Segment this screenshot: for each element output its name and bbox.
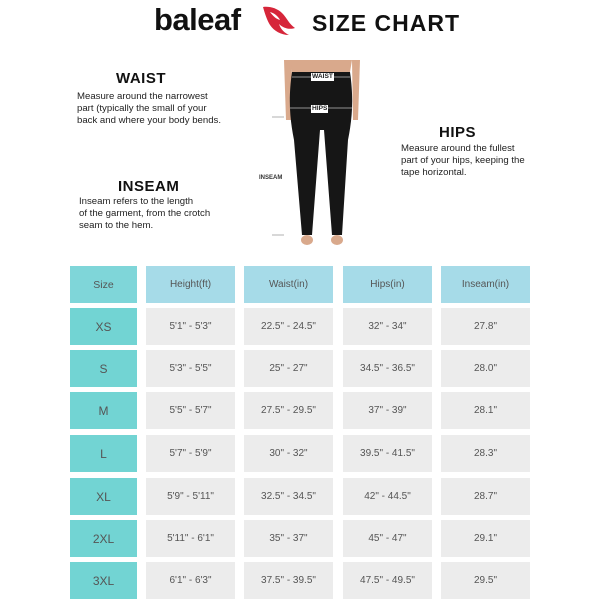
- waist-desc-line: part (typically the small of your: [77, 103, 207, 115]
- cell-inseam: 28.3": [441, 435, 530, 472]
- inseam-desc-line: seam to the hem.: [79, 220, 154, 232]
- header-size: Size: [70, 266, 137, 303]
- inseam-description: [79, 196, 239, 233]
- inseam-heading: INSEAM: [118, 178, 180, 195]
- header-waist: Waist(in): [244, 266, 333, 303]
- hips-description: [401, 143, 541, 180]
- figure-hips-label: HIPS: [312, 105, 328, 112]
- cell-inseam: 27.8": [441, 308, 530, 345]
- cell-hips: 32" - 34": [343, 308, 432, 345]
- cell-waist: 25" - 27": [244, 350, 333, 387]
- cell-size: XL: [70, 478, 137, 515]
- cell-waist: 22.5" - 24.5": [244, 308, 333, 345]
- cell-height: 5'9" - 5'11": [146, 478, 235, 515]
- header-height: Height(ft): [146, 266, 235, 303]
- cell-inseam: 29.1": [441, 520, 530, 557]
- cell-height: 5'7" - 5'9": [146, 435, 235, 472]
- brand-name: baleaf: [154, 2, 241, 37]
- figure-waist-label: WAIST: [312, 73, 333, 80]
- cell-hips: 42" - 44.5": [343, 478, 432, 515]
- header-hips: Hips(in): [343, 266, 432, 303]
- waist-description: [77, 91, 247, 128]
- cell-height: 5'11" - 6'1": [146, 520, 235, 557]
- figure-inseam-label: INSEAM: [259, 175, 283, 181]
- cell-hips: 45" - 47": [343, 520, 432, 557]
- cell-waist: 37.5" - 39.5": [244, 562, 333, 599]
- cell-hips: 37" - 39": [343, 392, 432, 429]
- hips-desc-line: Measure around the fullest: [401, 143, 515, 154]
- header-inseam: Inseam(in): [441, 266, 530, 303]
- cell-waist: 35" - 37": [244, 520, 333, 557]
- inseam-desc-line: of the garment, from the crotch: [79, 208, 211, 220]
- cell-inseam: 28.7": [441, 478, 530, 515]
- hips-desc-line: part of your hips, keeping the: [401, 155, 525, 167]
- cell-inseam: 28.1": [441, 392, 530, 429]
- cell-waist: 32.5" - 34.5": [244, 478, 333, 515]
- waist-desc-line: Measure around the narrowest: [77, 91, 208, 102]
- cell-hips: 34.5" - 36.5": [343, 350, 432, 387]
- cell-size: 2XL: [70, 520, 137, 557]
- hips-heading: HIPS: [439, 124, 477, 141]
- cell-height: 5'5" - 5'7": [146, 392, 235, 429]
- page-title: SIZE CHART: [312, 10, 460, 36]
- cell-height: 5'1" - 5'3": [146, 308, 235, 345]
- cell-size: M: [70, 392, 137, 429]
- cell-size: XS: [70, 308, 137, 345]
- model-figure-image: [272, 60, 372, 260]
- cell-height: 5'3" - 5'5": [146, 350, 235, 387]
- cell-inseam: 29.5": [441, 562, 530, 599]
- cell-waist: 30" - 32": [244, 435, 333, 472]
- cell-size: L: [70, 435, 137, 472]
- hips-desc-line: tape horizontal.: [401, 167, 467, 179]
- cell-waist: 27.5" - 29.5": [244, 392, 333, 429]
- waist-heading: WAIST: [116, 70, 166, 87]
- cell-size: 3XL: [70, 562, 137, 599]
- cell-inseam: 28.0": [441, 350, 530, 387]
- cell-height: 6'1" - 6'3": [146, 562, 235, 599]
- cell-hips: 39.5" - 41.5": [343, 435, 432, 472]
- waist-desc-line: back and where your body bends.: [77, 115, 221, 127]
- cell-hips: 47.5" - 49.5": [343, 562, 432, 599]
- inseam-desc-line: Inseam refers to the length: [79, 196, 194, 207]
- baleaf-logo-icon: [259, 4, 299, 38]
- cell-size: S: [70, 350, 137, 387]
